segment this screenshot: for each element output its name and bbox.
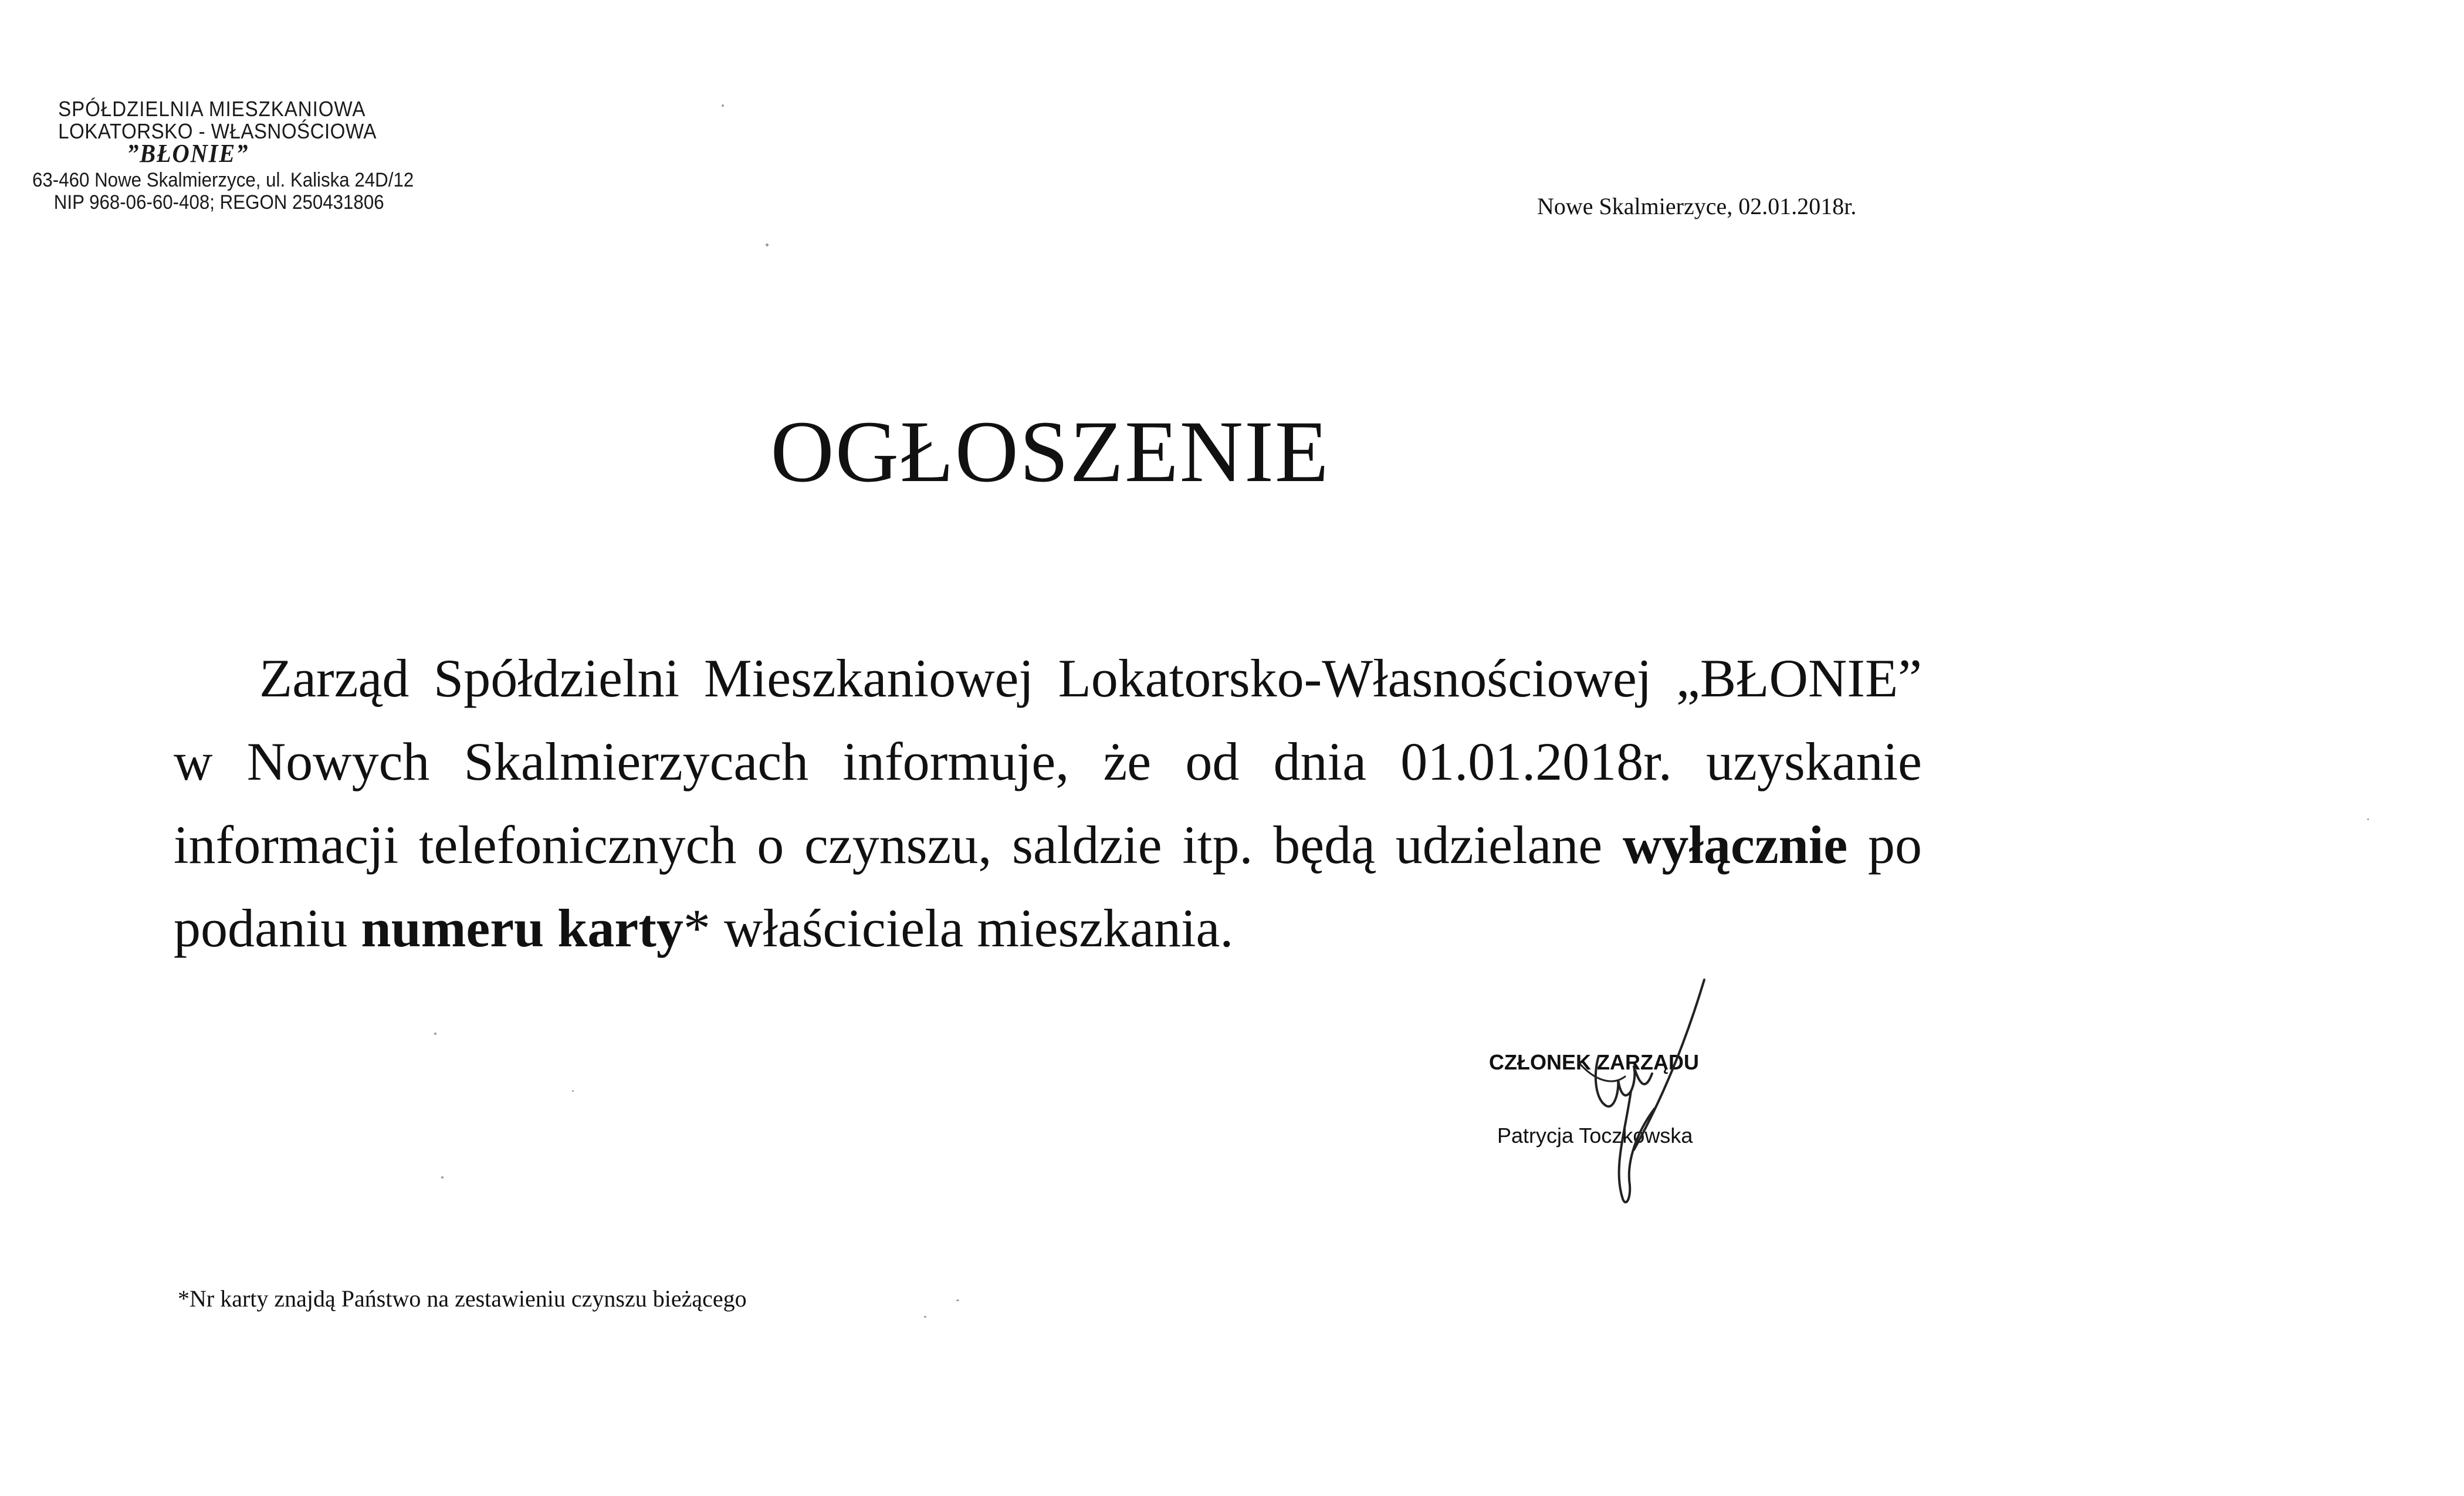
body-text-part-1: Zarząd Spółdzielni Mieszkaniowej Lokatorsko-Własnościowej „BŁONIE” w Nowych Skalmierzycach informuje, że od dnia 01.01.2018r. uzyskanie informacji telefonicznych o czynszu, saldzie itp. będą udzielane [174,648,1922,875]
scan-speck [441,1176,444,1179]
scan-speck [434,1033,436,1035]
stamp-tax-ids: NIP 968-06-60-408; REGON 250431806 [53,191,384,214]
body-emphasis-card-number: numeru karty [361,898,683,958]
scan-speck [572,1090,574,1092]
scan-speck [722,104,724,107]
signatory-name: Patrycja Toczkowska [1497,1123,1693,1148]
scan-speck [2367,818,2369,820]
scan-speck [766,243,769,246]
scan-speck [924,1316,926,1318]
letterhead-stamp [32,99,442,212]
stamp-address: 63-460 Nowe Skalmierzyce, ul. Kaliska 24D/12 [32,169,414,191]
announcement-body [174,637,1922,970]
stamp-name: ”BŁONIE” [127,139,249,168]
stamp-line-1: SPÓŁDZIELNIA MIESZKANIOWA [58,97,366,121]
body-emphasis-exclusively: wyłącznie [1622,815,1848,875]
document-title: OGŁOSZENIE [770,403,1330,500]
handwritten-signature [1537,974,1725,1220]
footnote: *Nr karty znajdą Państwo na zestawieniu czynszu bieżącego [178,1285,747,1312]
stamp-line-2: LOKATORSKO - WŁASNOŚCIOWA [58,119,377,143]
signatory-role: CZŁONEK ZARZĄDU [1489,1050,1699,1074]
document-date: Nowe Skalmierzyce, 02.01.2018r. [1537,193,1857,219]
body-text-part-3: * właściciela mieszkania. [683,898,1234,958]
scan-speck [956,1299,959,1301]
body-text-part-2: po podaniu [174,815,1923,958]
